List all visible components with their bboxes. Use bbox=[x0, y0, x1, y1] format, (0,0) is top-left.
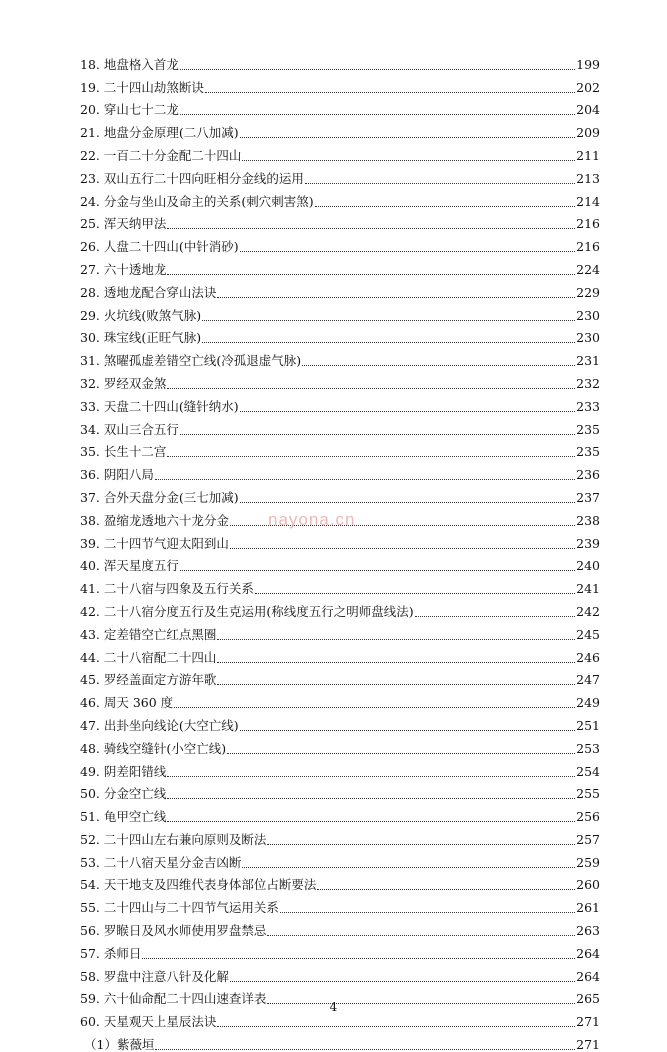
toc-entry-title: 19. 二十四山劫煞断诀 bbox=[80, 79, 204, 95]
toc-entry bbox=[80, 459, 600, 482]
toc-entry bbox=[80, 938, 600, 961]
toc-entry-title: 43. 定差错空亡红点黑圈 bbox=[80, 626, 217, 642]
dot-leader bbox=[180, 69, 575, 70]
dot-leader bbox=[302, 365, 575, 366]
dot-leader bbox=[240, 411, 576, 412]
toc-entry-title: 27. 六十透地龙 bbox=[80, 261, 167, 277]
toc-entry-title: 20. 穿山七十二龙 bbox=[80, 102, 179, 118]
toc-entry-title: 26. 人盘二十四山(中针消砂) bbox=[80, 239, 239, 255]
dot-leader bbox=[167, 228, 575, 229]
toc-entry-title: 35. 长生十二宫 bbox=[80, 444, 167, 460]
toc-entry-title: 28. 透地龙配合穿山法诀 bbox=[80, 284, 217, 300]
toc-entry-page: 253 bbox=[576, 740, 600, 756]
dot-leader bbox=[240, 730, 576, 731]
toc-entry bbox=[80, 756, 600, 779]
toc-entry-title: 23. 双山五行二十四向旺相分金线的运用 bbox=[80, 170, 304, 186]
toc-entry-title: 45. 罗经盖面定方游年歌 bbox=[80, 672, 217, 688]
toc-entry bbox=[80, 573, 600, 596]
toc-entry-page: 229 bbox=[576, 284, 600, 300]
toc-entry-page: 241 bbox=[576, 581, 600, 597]
dot-leader bbox=[315, 206, 576, 207]
toc-entry-page: 264 bbox=[576, 945, 600, 961]
toc-entry-title: 32. 罗经双金煞 bbox=[80, 375, 167, 391]
dot-leader bbox=[317, 889, 575, 890]
toc-entry-title: 31. 煞曜孤虚差错空亡线(冷孤退虚气脉) bbox=[80, 353, 302, 369]
dot-leader bbox=[230, 548, 575, 549]
dot-leader bbox=[217, 297, 575, 298]
toc-entry-page: 216 bbox=[576, 239, 600, 255]
toc-entry bbox=[80, 414, 600, 437]
toc-entry-title: 51. 龟甲空亡线 bbox=[80, 809, 167, 825]
toc-entry-page: 230 bbox=[576, 307, 600, 323]
toc-entry bbox=[80, 163, 600, 186]
toc-entry-title: 21. 地盘分金原理(二八加减) bbox=[80, 125, 239, 141]
toc-entry bbox=[80, 870, 600, 893]
dot-leader bbox=[217, 639, 575, 640]
toc-entry-title: 56. 罗睺日及风水师使用罗盘禁忌 bbox=[80, 923, 267, 939]
toc-entry-title: 22. 一百二十分金配二十四山 bbox=[80, 147, 242, 163]
toc-entry-page: 242 bbox=[576, 603, 600, 619]
toc-entry bbox=[80, 642, 600, 665]
dot-leader bbox=[202, 320, 575, 321]
dot-leader bbox=[240, 251, 576, 252]
toc-entry-title: 36. 阴阳八局 bbox=[80, 467, 154, 483]
dot-leader bbox=[155, 1049, 575, 1050]
toc-entry bbox=[80, 733, 600, 756]
toc-entry-title: 18. 地盘格入首龙 bbox=[80, 56, 179, 72]
dot-leader bbox=[167, 274, 575, 275]
dot-leader bbox=[180, 434, 575, 435]
toc-entry-page: 232 bbox=[576, 375, 600, 391]
toc-entry bbox=[80, 482, 600, 505]
dot-leader bbox=[230, 981, 575, 982]
toc-entry bbox=[80, 323, 600, 346]
toc-entry bbox=[80, 186, 600, 209]
dot-leader bbox=[240, 137, 576, 138]
toc-entry-page: 264 bbox=[576, 968, 600, 984]
toc-entry-page: 247 bbox=[576, 672, 600, 688]
toc-entry-title: 49. 阴差阳错线 bbox=[80, 763, 167, 779]
toc-entry-title: 53. 二十八宿天星分金吉凶断 bbox=[80, 854, 242, 870]
toc-entry-page: 224 bbox=[576, 261, 600, 277]
toc-entry bbox=[80, 779, 600, 802]
toc-entry-title: 33. 天盘二十四山(缝针纳水) bbox=[80, 398, 239, 414]
toc-entry-title: 55. 二十四山与二十四节气运用关系 bbox=[80, 900, 279, 916]
toc-entry-title: 57. 杀师日 bbox=[80, 945, 142, 961]
toc-entry-page: 256 bbox=[576, 809, 600, 825]
toc-entry-page: 259 bbox=[576, 854, 600, 870]
toc-entry bbox=[80, 117, 600, 140]
toc-entry-page: 239 bbox=[576, 535, 600, 551]
toc-entry bbox=[80, 665, 600, 688]
toc-entry-title: 24. 分金与坐山及命主的关系(刺穴刺害煞) bbox=[80, 193, 314, 209]
dot-leader bbox=[217, 1026, 575, 1027]
toc-entry-title: 54. 天干地支及四维代表身体部位占断要法 bbox=[80, 877, 317, 893]
toc-entry bbox=[80, 619, 600, 642]
toc-entry-title: 30. 珠宝线(正旺气脉) bbox=[80, 330, 202, 346]
toc-entry-page: 233 bbox=[576, 398, 600, 414]
dot-leader bbox=[305, 183, 575, 184]
dot-leader bbox=[280, 912, 575, 913]
toc-entry-title: 46. 周天 360 度 bbox=[80, 695, 174, 711]
toc-entry-page: 209 bbox=[576, 125, 600, 141]
toc-entry bbox=[80, 437, 600, 460]
toc-entry-title: 25. 浑天纳甲法 bbox=[80, 216, 167, 232]
toc-entry-page: 251 bbox=[576, 717, 600, 733]
toc-entry-title: 60. 天星观天上星辰法诀 bbox=[80, 1014, 217, 1030]
toc-entry bbox=[80, 140, 600, 163]
toc-entry bbox=[80, 391, 600, 414]
dot-leader bbox=[180, 570, 575, 571]
toc-entry-page: 246 bbox=[576, 649, 600, 665]
toc-entry bbox=[80, 596, 600, 619]
toc-entry-page: 255 bbox=[576, 786, 600, 802]
toc-entry-page: 235 bbox=[576, 421, 600, 437]
toc-entry-title: 42. 二十八宿分度五行及生克运用(称线度五行之明师盘线法) bbox=[80, 603, 414, 619]
toc-entry-page: 199 bbox=[576, 56, 600, 72]
toc-entry-title: 37. 合外天盘分金(三七加减) bbox=[80, 489, 239, 505]
toc-entry-title: 41. 二十八宿与四象及五行关系 bbox=[80, 581, 254, 597]
toc-entry bbox=[80, 209, 600, 232]
dot-leader bbox=[174, 707, 575, 708]
dot-leader bbox=[242, 160, 575, 161]
toc-entry-title: （1）紫薇垣 bbox=[84, 1037, 155, 1052]
dot-leader bbox=[167, 798, 575, 799]
toc-entry-title: 47. 出卦坐向线论(大空亡线) bbox=[80, 717, 239, 733]
toc-entry-page: 236 bbox=[576, 467, 600, 483]
toc-entry bbox=[80, 300, 600, 323]
dot-leader bbox=[267, 935, 575, 936]
toc-entry-page: 254 bbox=[576, 763, 600, 779]
toc-entry bbox=[80, 961, 600, 984]
toc-entry-title: 40. 浑天星度五行 bbox=[80, 558, 179, 574]
toc-entry bbox=[80, 915, 600, 938]
toc-entry-title: 38. 盈缩龙透地六十龙分金 bbox=[80, 512, 229, 528]
toc-entry-title: 44. 二十八宿配二十四山 bbox=[80, 649, 217, 665]
toc-entry-page: 237 bbox=[576, 489, 600, 505]
dot-leader bbox=[217, 684, 575, 685]
toc-entry-title: 52. 二十四山左右兼向原则及断法 bbox=[80, 831, 267, 847]
table-of-contents bbox=[80, 49, 600, 1052]
toc-entry-page: 211 bbox=[576, 147, 600, 163]
toc-entry-title: 50. 分金空亡线 bbox=[80, 786, 167, 802]
page-number: 4 bbox=[329, 1000, 338, 1014]
toc-entry-title: 29. 火坑线(败煞气脉) bbox=[80, 307, 202, 323]
toc-entry bbox=[80, 49, 600, 72]
dot-leader bbox=[415, 616, 576, 617]
dot-leader bbox=[242, 867, 575, 868]
toc-entry bbox=[80, 254, 600, 277]
toc-entry-page: 261 bbox=[576, 900, 600, 916]
dot-leader bbox=[205, 92, 575, 93]
toc-entry bbox=[80, 551, 600, 574]
toc-entry bbox=[80, 710, 600, 733]
toc-entry bbox=[80, 1029, 600, 1052]
toc-entry bbox=[80, 95, 600, 118]
toc-entry-page: 231 bbox=[576, 353, 600, 369]
toc-entry-page: 213 bbox=[576, 170, 600, 186]
toc-entry-page: 263 bbox=[576, 923, 600, 939]
toc-entry bbox=[80, 528, 600, 551]
watermark: nayona.cn bbox=[268, 510, 356, 529]
dot-leader bbox=[202, 342, 575, 343]
toc-entry bbox=[80, 277, 600, 300]
toc-entry-title: 58. 罗盘中注意八针及化解 bbox=[80, 968, 229, 984]
toc-entry bbox=[80, 801, 600, 824]
toc-entry-page: 216 bbox=[576, 216, 600, 232]
toc-entry-page: 202 bbox=[576, 79, 600, 95]
toc-entry-title: 59. 六十仙命配二十四山速查详表 bbox=[80, 991, 267, 1007]
toc-entry bbox=[80, 72, 600, 95]
toc-entry-page: 257 bbox=[576, 831, 600, 847]
dot-leader bbox=[167, 821, 575, 822]
dot-leader bbox=[255, 593, 575, 594]
toc-entry bbox=[80, 847, 600, 870]
dot-leader bbox=[267, 844, 575, 845]
toc-entry-page: 235 bbox=[576, 444, 600, 460]
toc-entry bbox=[80, 687, 600, 710]
toc-entry-page: 249 bbox=[576, 695, 600, 711]
toc-entry-page: 260 bbox=[576, 877, 600, 893]
dot-leader bbox=[240, 502, 576, 503]
toc-entry bbox=[80, 345, 600, 368]
dot-leader bbox=[167, 388, 575, 389]
dot-leader bbox=[167, 456, 575, 457]
dot-leader bbox=[180, 114, 575, 115]
dot-leader bbox=[142, 958, 575, 959]
toc-entry-page: 240 bbox=[576, 558, 600, 574]
toc-entry bbox=[80, 824, 600, 847]
dot-leader bbox=[155, 479, 575, 480]
toc-entry bbox=[80, 231, 600, 254]
toc-entry-page: 271 bbox=[576, 1037, 600, 1052]
toc-entry-page: 271 bbox=[576, 1014, 600, 1030]
toc-entry-page: 230 bbox=[576, 330, 600, 346]
dot-leader bbox=[217, 662, 575, 663]
toc-entry bbox=[80, 892, 600, 915]
toc-entry-title: 48. 骑线空缝针(小空亡线) bbox=[80, 740, 227, 756]
dot-leader bbox=[227, 753, 575, 754]
toc-entry-page: 238 bbox=[576, 512, 600, 528]
toc-entry-page: 204 bbox=[576, 102, 600, 118]
dot-leader bbox=[167, 776, 575, 777]
toc-entry-title: 39. 二十四节气迎太阳到山 bbox=[80, 535, 229, 551]
toc-entry-page: 265 bbox=[576, 991, 600, 1007]
toc-entry bbox=[80, 368, 600, 391]
toc-entry-page: 245 bbox=[576, 626, 600, 642]
toc-entry-page: 214 bbox=[576, 193, 600, 209]
toc-entry-title: 34. 双山三合五行 bbox=[80, 421, 179, 437]
